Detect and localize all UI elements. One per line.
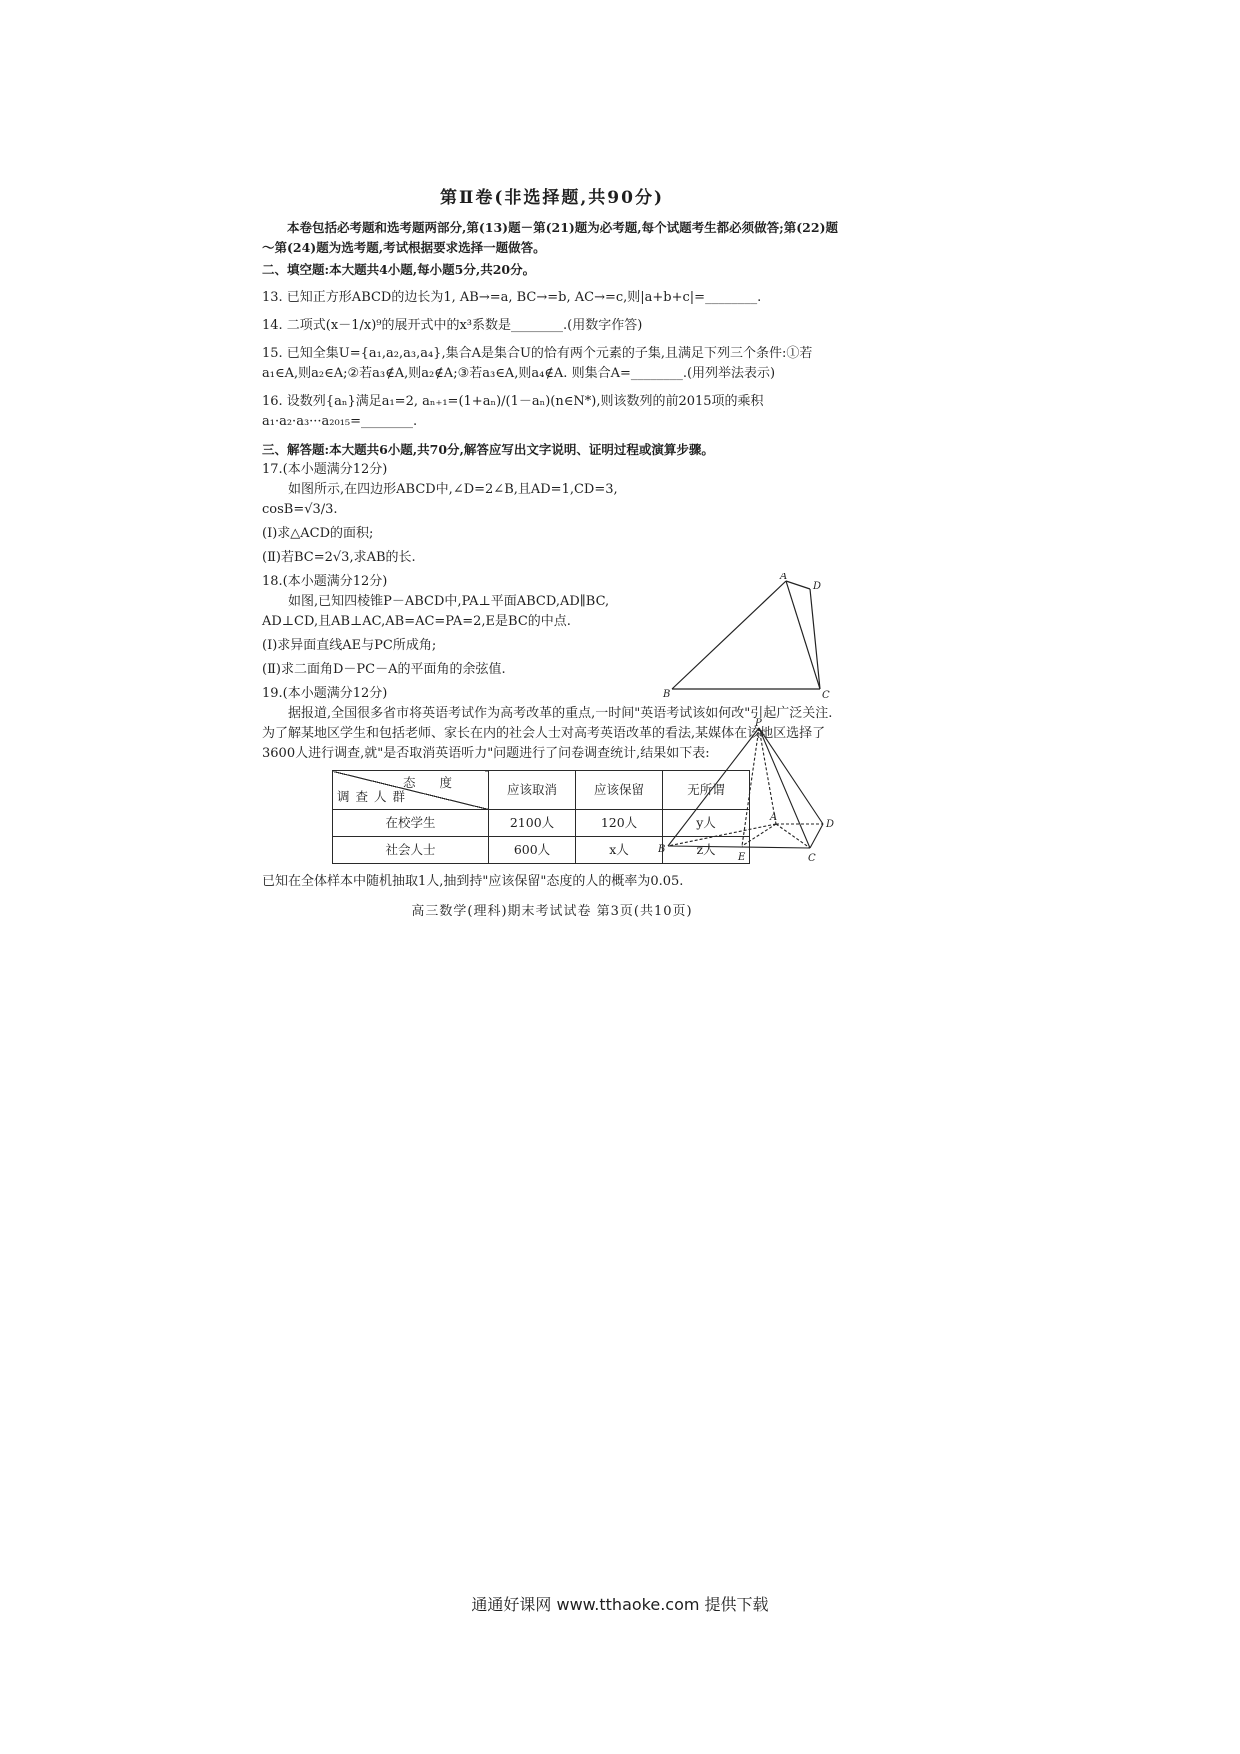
table-cell: x人	[576, 837, 663, 864]
table-header-cell: 应该取消	[489, 771, 576, 810]
segment-ab	[672, 581, 786, 689]
table-header-cell: 应该保留	[576, 771, 663, 810]
question-19-followup: 已知在全体样本中随机抽取1人,抽到持"应该保留"态度的人的概率为0.05.	[262, 874, 684, 889]
diag-label-attitude: 态度	[402, 775, 476, 790]
part-title: 第Ⅱ卷(非选择题,共90分)	[440, 188, 664, 208]
table-cell: y人	[663, 810, 750, 837]
table-cell: 120人	[576, 810, 663, 837]
label-c: C	[808, 853, 816, 864]
question-17-stem: 如图所示,在四边形ABCD中,∠D=2∠B,且AD=1,CD=3, cosB=√3/3.	[262, 482, 618, 517]
table-cell: 2100人	[489, 810, 576, 837]
edge-bc	[668, 846, 810, 848]
download-footer: 通通好课网 www.tthaoke.com 提供下载	[471, 1595, 769, 1614]
question-16: 16. 设数列{aₙ}满足a₁=2, aₙ₊₁=(1+aₙ)/(1－aₙ)(n∈N*),则该数列的前2015项的乘积a₁·a₂·a₃···a₂₀₁₅=________.	[262, 394, 764, 429]
edge-ab	[668, 824, 776, 846]
pyramid-figure	[658, 718, 858, 868]
diag-label-group: 调查人群	[337, 789, 412, 804]
part-intro: 本卷包括必考题和选考题两部分,第(13)题－第(21)题为必考题,每个试题考生都必须做答;第(22)题～第(24)题为选考题,考试根据要求选择一题做答。	[262, 220, 838, 255]
page-info: 高三数学(理科)期末考试试卷 第3页(共10页)	[411, 904, 693, 919]
table-header-cell: 无所谓	[663, 771, 750, 810]
question-17-part-1: (Ⅰ)求△ACD的面积;	[262, 526, 374, 541]
question-18-stem: 如图,已知四棱锥P－ABCD中,PA⊥平面ABCD,AD∥BC, AD⊥CD,且AB⊥AC,AB=AC=PA=2,E是BC的中点.	[262, 594, 610, 629]
question-18-head: 18.(本小题满分12分)	[262, 574, 388, 589]
question-17-part-2: (Ⅱ)若BC=2√3,求AB的长.	[262, 550, 416, 565]
table-cell-group: 社会人士	[333, 837, 489, 864]
question-19-stem: 据报道,全国很多省市将英语考试作为高考改革的重点,一时间"英语考试该如何改"引起广泛关注. 为了解某地区学生和包括老师、家长在内的社会人士对高考英语改革的看法,某媒体在该地区选择了3600人进行调查,就"是否取消英语听力"问题进行了问卷调查统计,结果如下表:	[262, 706, 833, 761]
question-17-head: 17.(本小题满分12分)	[262, 462, 388, 477]
question-14: 14. 二项式(x－1/x)⁹的展开式中的x³系数是________.(用数字作答)	[262, 318, 643, 333]
label-d: D	[813, 581, 822, 592]
segment-ad	[786, 581, 810, 589]
table-cell-group: 在校学生	[333, 810, 489, 837]
section-solutions: 三、解答题:本大题共6小题,共70分,解答应写出文字说明、证明过程或演算步骤。	[262, 442, 714, 457]
label-e: E	[738, 852, 746, 863]
label-b: B	[658, 844, 666, 855]
label-c: C	[822, 690, 830, 701]
diagonal-header-cell	[333, 771, 489, 810]
question-19-head: 19.(本小题满分12分)	[262, 686, 388, 701]
question-17	[262, 460, 842, 568]
edge-pa	[759, 728, 776, 824]
question-15: 15. 已知全集U={a₁,a₂,a₃,a₄},集合A是集合U的恰有两个元素的子集,且满足下列三个条件:①若a₁∈A,则a₂∈A;②若a₃∉A,则a₂∉A;③若a₃∈A,则a₄∉A. 则集合A=________.(用列举法表示)	[262, 346, 813, 381]
label-a: A	[780, 573, 788, 582]
edge-pb	[668, 728, 759, 846]
label-d: D	[826, 819, 835, 830]
section-fill-in: 二、填空题:本大题共4小题,每小题5分,共20分。	[262, 262, 536, 277]
label-a: A	[770, 812, 778, 823]
edge-cd	[810, 824, 823, 848]
label-p: P	[755, 718, 762, 729]
edge-pd	[759, 728, 823, 824]
question-18-part-2: (Ⅱ)求二面角D－PC－A的平面角的余弦值.	[262, 662, 506, 677]
label-b: B	[663, 689, 671, 700]
table-cell: z人	[663, 837, 750, 864]
question-13: 13. 已知正方形ABCD的边长为1, AB→=a, BC→=b, AC→=c,则|a+b+c|=________.	[262, 290, 762, 305]
question-18-part-1: (Ⅰ)求异面直线AE与PC所成角;	[262, 638, 437, 653]
table-cell: 600人	[489, 837, 576, 864]
quadrilateral-figure	[660, 573, 850, 703]
